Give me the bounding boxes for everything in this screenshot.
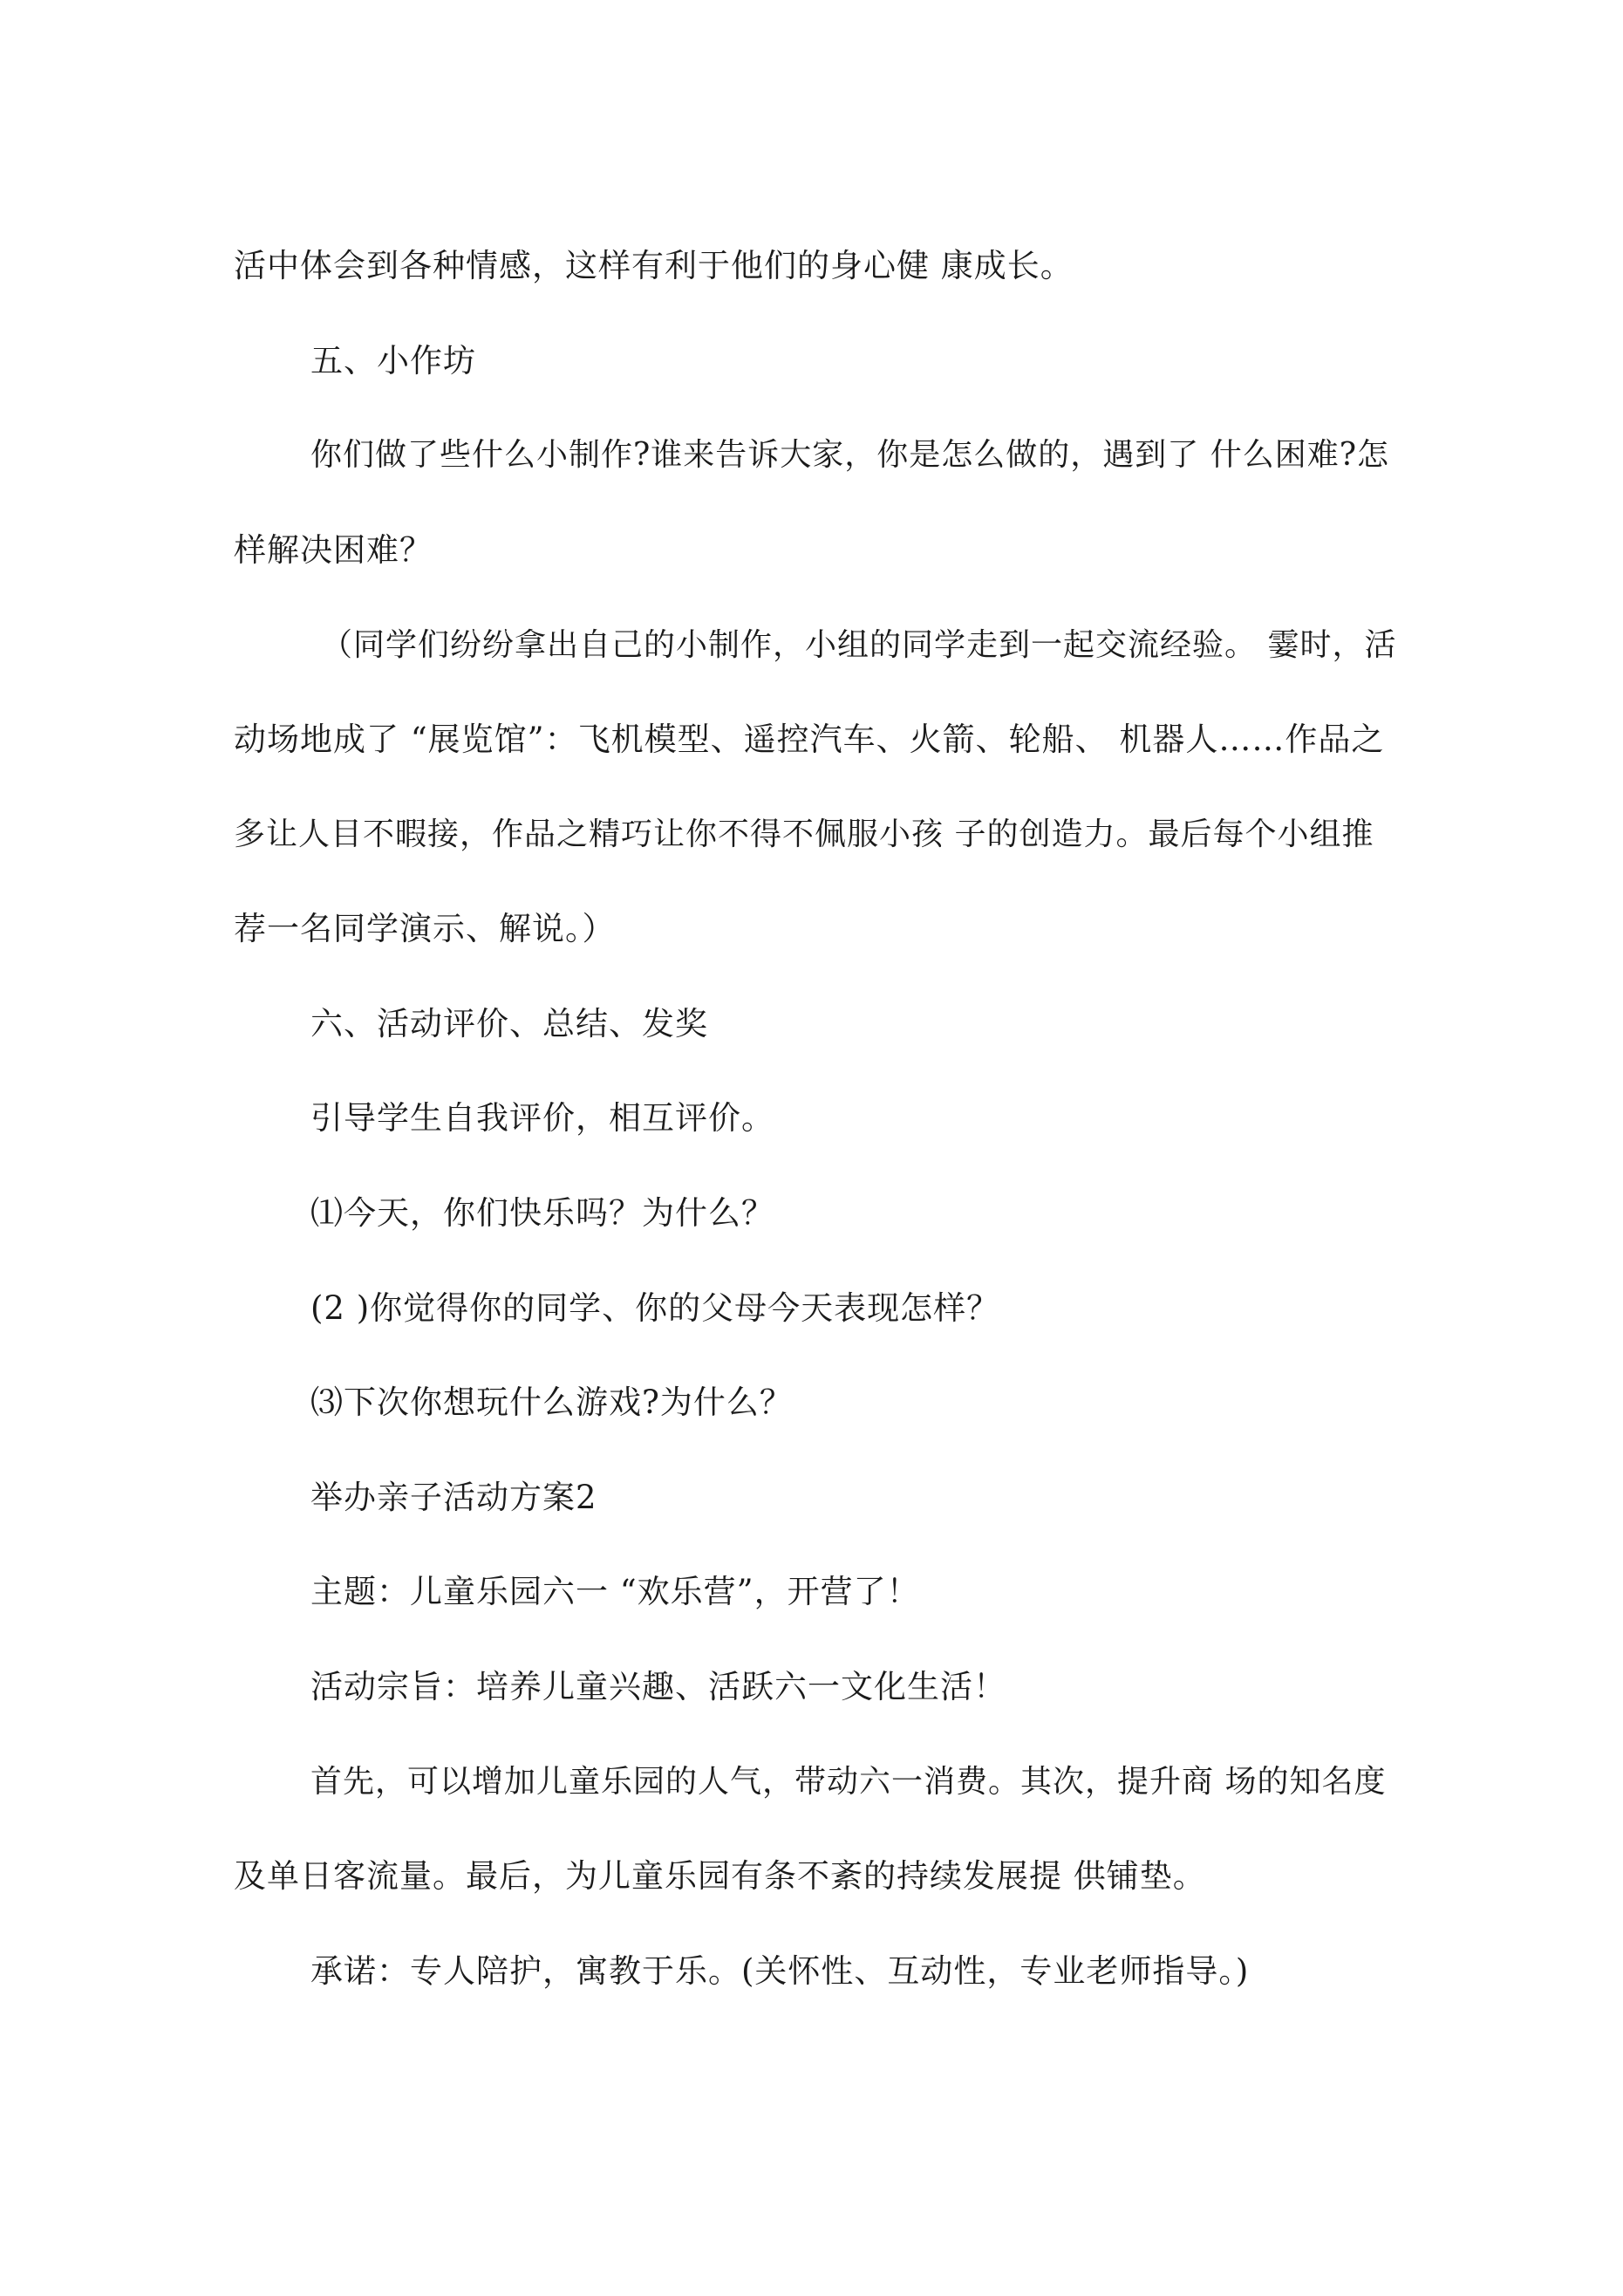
paragraph-line: 样解决困难？ xyxy=(234,531,433,569)
section-heading: 六、活动评价、总结、发奖 xyxy=(310,1005,708,1042)
paragraph-line: 主题：儿童乐园六一 “欢乐营”，开营了！ xyxy=(310,1573,920,1610)
paragraph-line: 多让人目不暇接，作品之精巧让你不得不佩服小孩 子的创造力。最后每个小组推 xyxy=(234,817,1374,852)
paragraph-line: 及单日客流量。最后，为儿童乐园有条不紊的持续发展提 供铺垫。 xyxy=(234,1857,1206,1895)
paragraph-line: 引导学生自我评价，相互评价。 xyxy=(310,1099,774,1137)
list-item: (2 )你觉得你的同学、你的父母今天表现怎样？ xyxy=(310,1289,1000,1327)
section-heading: 举办亲子活动方案2 xyxy=(310,1479,597,1516)
list-item: ⑶下次你想玩什么游戏?为什么？ xyxy=(310,1384,793,1421)
paragraph-line: 活中体会到各种情感，这样有利于他们的身心健 康成长。 xyxy=(234,247,1074,284)
section-heading: 五、小作坊 xyxy=(310,342,476,379)
paragraph-line: 动场地成了 “展览馆”：飞机模型、遥控汽车、火箭、轮船、 机器人……作品之 xyxy=(234,721,1385,758)
paragraph-line: 首先，可以增加儿童乐园的人气，带动六一消费。其次，提升商 场的知名度 xyxy=(310,1764,1387,1800)
paragraph-line: 活动宗旨：培养儿童兴趣、活跃六一文化生活！ xyxy=(310,1668,1006,1705)
paragraph-line: 承诺：专人陪护，寓教于乐。(关怀性、互动性，专业老师指导。) xyxy=(310,1952,1250,1990)
list-item: ⑴今天，你们快乐吗？为什么？ xyxy=(310,1194,774,1232)
paragraph-line: 荐一名同学演示、解说。） xyxy=(234,910,616,947)
paragraph-line: （同学们纷纷拿出自己的小制作，小组的同学走到一起交流经验。 霎时，活 xyxy=(321,627,1397,663)
paragraph-line: 你们做了些什么小制作?谁来告诉大家，你是怎么做的，遇到了 什么困难?怎 xyxy=(310,437,1390,473)
